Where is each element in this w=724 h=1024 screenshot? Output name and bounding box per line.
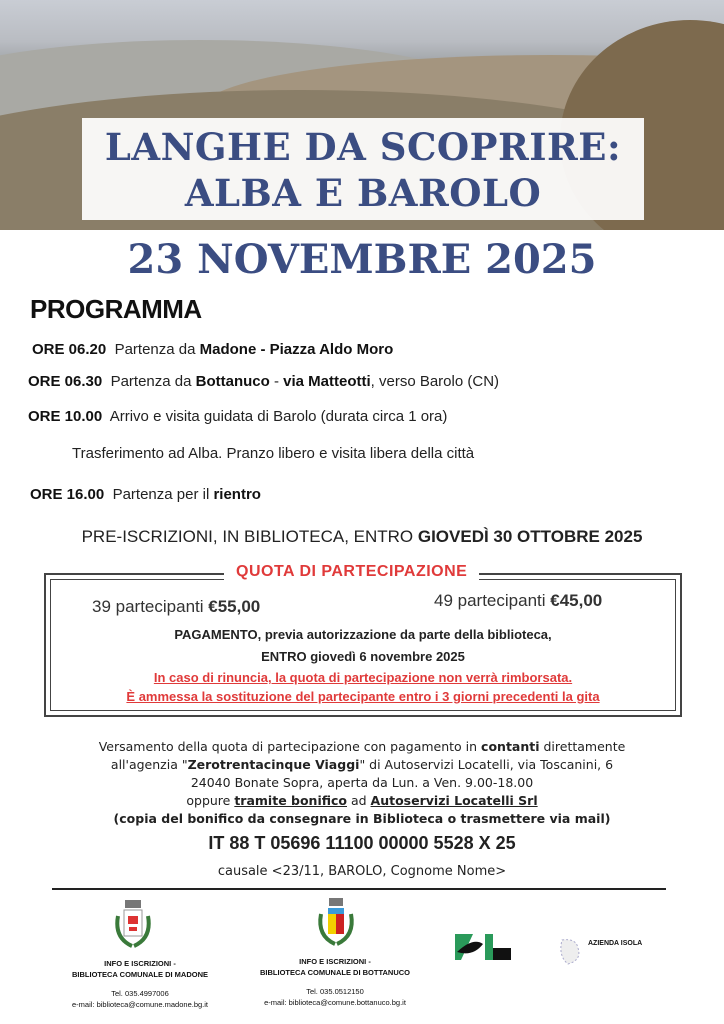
refund-warning: In caso di rinuncia, la quota di partecipazione non verrà rimborsata. [153,670,573,685]
program-item: ORE 10.00 Arrivo e visita guidata di Barolo (durata circa 1 ora) [28,408,448,425]
event-date: 23 NOVEMBRE 2025 [127,236,597,283]
payment-reference: causale <23/11, BAROLO, Cognome Nome> [217,864,507,879]
price-49: 49 partecipanti €45,00 [434,591,603,610]
bottanuco-library-info: INFO E ISCRIZIONI - BIBLIOTECA COMUNALE DI BOTTANUCO Tel. 035.0512150 e-mail: biblioteca@comune.bottanuco.bg.it [260,957,410,1007]
program-item: ORE 06.30 Partenza da Bottanuco - via Matteotti, verso Barolo (CN) [28,373,500,390]
program-item: ORE 06.20 Partenza da Madone - Piazza Aldo Moro [32,341,394,358]
quota-title: QUOTA DI PARTECIPAZIONE [224,563,479,581]
quota-box [44,563,682,717]
program-item: Trasferimento ad Alba. Pranzo libero e visita libera della città [72,445,475,462]
iban: IT 88 T 05696 11100 00000 5528 X 25 [208,833,516,853]
program-heading: PROGRAMMA [30,294,202,324]
payment-details: Versamento della quota di partecipazione con pagamento in contanti direttamente all'agenzia "Zerotrentacinque Viaggi" di Autoservizi Locatelli, via Toscanini, 6 24040 Bonate Sopra, aperta da Lun. a Ven. 9.00-18.00 oppure tramite bonifico ad Autoservizi Locatelli Srl (copia del bonifico da consegnare in Biblioteca o trasmettere via mail) [98,739,626,826]
divider [52,888,666,890]
azienda-isola-name: AZIENDA ISOLA [588,940,643,947]
preregistration-note: PRE-ISCRIZIONI, IN BIBLIOTECA, ENTRO GIOVEDÌ 30 OTTOBRE 2025 [81,527,643,546]
bottanuco-coat-of-arms-icon [314,896,358,948]
madone-library-info: INFO E ISCRIZIONI - BIBLIOTECA COMUNALE DI MADONE Tel. 035.4997006 e-mail: biblioteca@comune.madone.bg.it [71,959,209,1009]
title-line-2: ALBA E BAROLO [184,171,542,215]
price-39: 39 partecipanti €55,00 [92,597,261,616]
program-item: ORE 16.00 Partenza per il rientro [30,486,261,503]
sb-logo-icon [453,932,513,962]
payment-line-1: PAGAMENTO, previa autorizzazione da parte della biblioteca, [174,627,552,642]
azienda-isola-logo-icon [556,936,586,966]
title-box [82,118,644,220]
substitution-note: È ammessa la sostituzione del partecipante entro i 3 giorni precedenti la gita [126,689,600,704]
madone-coat-of-arms-icon [110,898,156,950]
landscape-photo [0,0,724,230]
title-line-1: LANGHE DA SCOPRIRE: [104,125,622,169]
payment-line-2: ENTRO giovedì 6 novembre 2025 [261,649,465,664]
